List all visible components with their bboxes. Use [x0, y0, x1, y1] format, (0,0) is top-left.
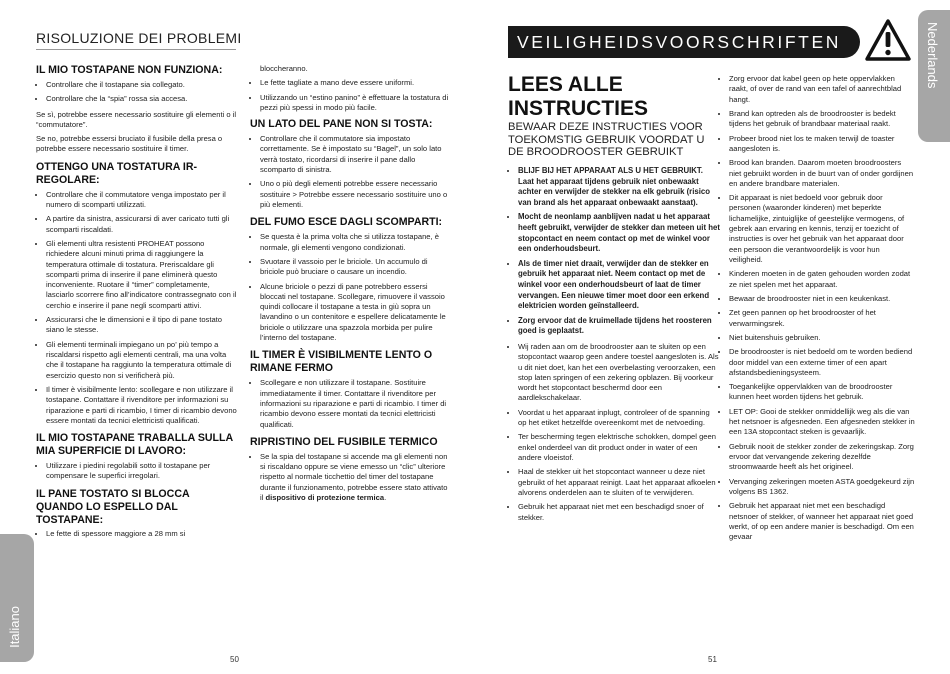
section-paragraph: Se no, potrebbe essersi bruciato il fusibile della presa o potrebbe essere necessario sostituire il timer. — [36, 134, 223, 154]
sub-heading: BEWAAR DEZE INSTRUCTIES VOOR TOEKOMSTIG GEBRUIK VOORDAT U DE BROODROOSTER GEBRUIKT — [508, 121, 705, 159]
list-item-text: Controllare che il tostapane sia collegato. — [46, 79, 185, 89]
list-item — [260, 452, 450, 504]
list-item: • Le fette tagliate a mano deve essere uniformi. — [260, 78, 450, 88]
section-heading: RIPRISTINO DEL FUSIBILE TERMICO — [250, 435, 438, 448]
list-item-text: Il timer è visibilmente lento: scollegare e non utilizzare il tostapane. Contattare il rivenditore per informazioni su riparazione e parti di ricambio, I timer di ricambio devono essere montati da tecnici elettricisti qualificati. — [46, 384, 237, 425]
list-item: • Probeer brood niet los te maken terwijl de toaster aangesloten is. — [729, 134, 915, 155]
section-list — [250, 452, 450, 504]
section-list — [36, 80, 237, 105]
emphasis-text: dispositivo di protezione termica — [265, 492, 385, 502]
warning-triangle-icon — [864, 18, 912, 62]
list-item — [260, 282, 450, 344]
list-item-text: Uno o più degli elementi potrebbe essere necessario sostituire > Potrebbe essere necessario sostituire uno o più elementi. — [260, 179, 448, 210]
troubleshoot-section — [36, 432, 237, 481]
left-column-2-sections — [250, 118, 450, 503]
list-item-text: Svuotare il vassoio per le briciole. Un accumulo di briciole può bruciare o causare un incendio. — [260, 256, 428, 277]
section-heading: IL MIO TOSTAPANE NON FUNZIONA: — [36, 64, 223, 76]
section-list — [250, 378, 450, 430]
list-item — [46, 80, 237, 90]
list-item: • Gebruik het apparaat niet met een beschadigd snoer of stekker. — [518, 502, 720, 523]
list-item — [46, 239, 237, 311]
list-item: • Gebruik nooit de stekker zonder de zekeringskap. Zorg ervoor dat vervangende zekering dezelfde stroomwaarde heeft als het origineel. — [729, 442, 915, 473]
section-list — [36, 190, 237, 427]
list-item — [46, 529, 237, 539]
list-item-text: Assicurarsi che le dimensioni e il tipo di pane tostato siano le stesse. — [46, 315, 223, 335]
list-item: • Zorg ervoor dat de kruimellade tijdens het roosteren goed is geplaatst. — [518, 316, 720, 337]
continuation-text: bloccheranno. — [260, 64, 308, 73]
section-list — [250, 134, 450, 210]
list-item: • Ter bescherming tegen elektrische schokken, dompel geen enkel onderdeel van dit product onder in water of een andere vloeistof. — [518, 432, 720, 463]
list-item: • Vervanging zekeringen moeten ASTA goedgekeurd zijn volgens BS 1362. — [729, 477, 915, 498]
list-item-text: Se questa è la prima volta che si utilizza tostapane, è normale, gli elementi vengono condizionati. — [260, 232, 439, 252]
list-item: • De broodrooster is niet bedoeld om te worden bediend door middel van een externe timer of een apart afstandsbedieningsysteem. — [729, 347, 915, 378]
troubleshoot-section — [250, 216, 450, 343]
section-heading: IL MIO TOSTAPANE TRABALLA SULLA MIA SUPERFICIE DI LAVORO: — [36, 432, 233, 458]
safety-list-continued — [719, 74, 915, 543]
list-item-text: Gli elementi terminali impiegano un po’ più tempo a riscaldarsi rispetto agli elementi centrali, ma una volta che il tostapane ha raggiunto la temperatura ottimale di esercizio questo non si verificherà più. — [46, 339, 232, 380]
list-item: • Dit apparaat is niet bedoeld voor gebruik door personen (waaronder kinderen) met beperkte lichamelijke, zintuiglijke of geestelijke vermogens, of gebrek aan ervaring en kennis, tenzij er toezicht of instructies is over het gebruik van het apparaat door een persoon die verantwoordelijk is voor hun veiligheid. — [729, 193, 915, 265]
title-rule — [36, 49, 236, 50]
troubleshoot-section — [250, 436, 450, 503]
list-item — [260, 257, 450, 278]
page-title: RISOLUZIONE DEI PROBLEMI — [36, 30, 242, 46]
list-item: • Utilizzando un “estino panino” è effettuare la tostatura di pezzi più spessi in modo più facile. — [260, 93, 450, 114]
right-column-2 — [719, 74, 915, 548]
list-item — [260, 179, 450, 210]
list-item — [46, 461, 237, 482]
list-item: • Zorg ervoor dat kabel geen op hete oppervlakken raakt, of over de rand van een tafel of aanrechtblad hangt. — [729, 74, 915, 105]
list-item — [46, 190, 237, 211]
troubleshoot-section — [36, 64, 237, 155]
main-heading: LEES ALLE INSTRUCTIES — [508, 73, 649, 121]
list-item: • Wij raden aan om de broodrooster aan te sluiten op een stopcontact waarop geen andere toestel aangesloten is. Als u dit niet doet, kan het een overbelasting veroorzaken, een stop laten springen of een zekering opblazen. Bij voorkeur wordt het stopcontact beschermd door een aardlekschakelaar. — [518, 342, 720, 404]
list-item-text: Alcune briciole o pezzi di pane potrebbero essersi bloccati nel tostapane. Scollegare, rimuovere il vassoio quindi collocare il tostapane a testa in giù sopra un lavandino o un contenitore e espellere delicatamente le briciole o utilizzare una spazzola morbida per pulire l’interno del tostapane. — [260, 281, 446, 343]
list-item: • Mocht de neonlamp aanblijven nadat u het apparaat heeft gebruikt, verwijder de stekker dan meteen uit het stopcontact en neem contact op met de winkel voor een onderhoudsbeurt. — [518, 212, 720, 254]
language-tab-label: Nederlands — [925, 22, 940, 89]
list-item: • Toegankelijke oppervlakken van de broodrooster kunnen heet worden tijdens het gebruik. — [729, 382, 915, 403]
section-heading: IL PANE TOSTATO SI BLOCCA QUANDO LO ESPELLO DAL TOSTAPANE: — [36, 487, 190, 526]
right-page — [475, 0, 950, 674]
section-list — [36, 461, 237, 482]
list-item: • Kinderen moeten in de gaten gehouden worden zodat ze niet spelen met het apparaat. — [729, 269, 915, 290]
section-list — [250, 232, 450, 343]
list-item — [46, 340, 237, 381]
list-item — [46, 94, 237, 104]
section-list — [36, 529, 237, 539]
section-heading: UN LATO DEL PANE NON SI TOSTA: — [250, 118, 433, 131]
troubleshoot-section — [250, 349, 450, 429]
list-item: • BLIJF BIJ HET APPARAAT ALS U HET GEBRUIKT. Laat het apparaat tijdens gebruik niet onbewaakt achter en verwijder de stekker na elk gebruik (risico van brand als het apparaat onbewaakt aanstaat). — [518, 166, 720, 208]
list-item: • Brood kan branden. Daarom moeten broodroosters niet gebruikt worden in de buurt van of onder gordijnen en andere brandbare materialen. — [729, 158, 915, 189]
page-number: 51 — [708, 655, 717, 664]
list-item-text: Scollegare e non utilizzare il tostapane. Sostituire immediatamente il timer. Contattare il rivenditore per informazioni su riparazione e parti di ricambio. I timer di ricambio devono essere montati da tecnici elettricisti qualificati. — [260, 378, 447, 429]
language-tab-italiano — [0, 534, 34, 662]
list-item — [46, 315, 237, 336]
left-column-2 — [250, 64, 450, 509]
list-item-text: Gli elementi ultra resistenti PROHEAT possono richiedere alcuni minuti prima di raggiungere la temperatura ottimale di tostatura. Preriscaldare gli scomparti prima di inserire il pane eliminerà questo inconveniente. Ruotare il “timer” completamente, lasciarlo scorrere fino all’indicatore contrassegnato con il cerchio e inserire il pane negli scomparti attivi. — [46, 238, 237, 310]
language-tab-nederlands — [918, 10, 950, 142]
right-column-1 — [508, 166, 720, 528]
section-paragraph: Se sì, potrebbe essere necessario sostituire gli elementi o il “commutatore”. — [36, 109, 237, 129]
list-item: • Niet buitenshuis gebruiken. — [729, 333, 915, 343]
troubleshoot-section — [36, 161, 237, 426]
list-item-text: Le fette di spessore maggiore a 28 mm si — [46, 529, 186, 539]
page-number: 50 — [230, 655, 239, 664]
language-tab-label: Italiano — [7, 606, 22, 648]
list-item — [260, 134, 450, 175]
list-item: • Haal de stekker uit het stopcontact wanneer u deze niet gebruikt of het apparaat reinigt. Laat het apparaat afkoelen alvorens onderdelen aan te sluiten of te verwijderen. — [518, 467, 720, 498]
list-item — [260, 232, 450, 253]
troubleshoot-section — [36, 488, 237, 540]
list-item: • Zet geen pannen op het broodrooster of het verwarmingsrek. — [729, 308, 915, 329]
section-banner — [508, 26, 860, 58]
bold-safety-list — [508, 166, 720, 337]
list-item-text: A partire da sinistra, assicurarsi di aver caricato tutti gli scomparti riscaldati. — [46, 214, 230, 234]
safety-list — [508, 342, 720, 523]
section-heading: OTTENGO UNA TOSTATURA IR-REGOLARE: — [36, 160, 198, 186]
section-heading: IL TIMER È VISIBILMENTE LENTO O RIMANE FERMO — [250, 349, 433, 375]
list-item: • Gebruik het apparaat niet met een beschadigd netsnoer of stekker, of wanneer het apparaat niet goed werkt, of op een andere manier is beschadigd. Om een gevaar — [729, 501, 915, 542]
list-item: • Als de timer niet draait, verwijder dan de stekker en gebruik het apparaat niet. Neem contact op met de winkel voor een onderhoudsbeurt of laat de timer vervangen. Een nieuwe timer moet door een erkend elektricien worden geïnstalleerd. — [518, 259, 720, 312]
list-item-text: Se la spia del tostapane si accende ma gli elementi non si riscaldano oppure se viene emesso un “clic” ulteriore rispetto al normale ticchettio del timer del tostapane durante il funzionamento, potrebbe essere stato attivato il — [260, 451, 448, 502]
list-item — [46, 214, 237, 235]
list-item-text: Utilizzare i piedini regolabili sotto il tostapane per compensare le superfici irregolari. — [46, 461, 211, 481]
sentence-end: . — [384, 492, 387, 502]
continuation-list — [250, 78, 450, 113]
troubleshoot-section — [250, 118, 450, 210]
section-heading: DEL FUMO ESCE DAGLI SCOMPARTI: — [250, 216, 443, 229]
left-column-1 — [36, 64, 237, 546]
banner-title: VEILIGHEIDSVOORSCHRIFTEN — [517, 32, 841, 52]
list-item: • Bewaar de broodrooster niet in een keukenkast. — [729, 294, 915, 304]
list-item: • LET OP: Gooi de stekker onmiddellijk weg als die van het netsnoer is afgesneden. Een afgesneden stekker in een 13A stopcontact steken is gevaarlijk. — [729, 407, 915, 438]
list-item: • Brand kan optreden als de broodrooster is bedekt tijdens het gebruik of brandbaar materiaal raakt. — [729, 109, 915, 130]
list-item — [260, 378, 450, 430]
list-item-text: Controllare che il commutatore sia impostato correttamente. Se è impostato su “Bagel”, un solo lato verrà tostato, ricordarsi di inserire il pane dallo scomparto di sinistra. — [260, 134, 442, 175]
list-item: • Voordat u het apparaat inplugt, controleer of de spanning op het etiket hetzelfde overeenkomt met de netvoeding. — [518, 408, 720, 429]
list-item-text: Controllare che il commutatore venga impostato per il numero di scomparti utilizzati. — [46, 189, 226, 209]
list-item — [46, 385, 237, 426]
list-item-text: Controllare che la “spia” rossa sia accesa. — [46, 94, 188, 104]
